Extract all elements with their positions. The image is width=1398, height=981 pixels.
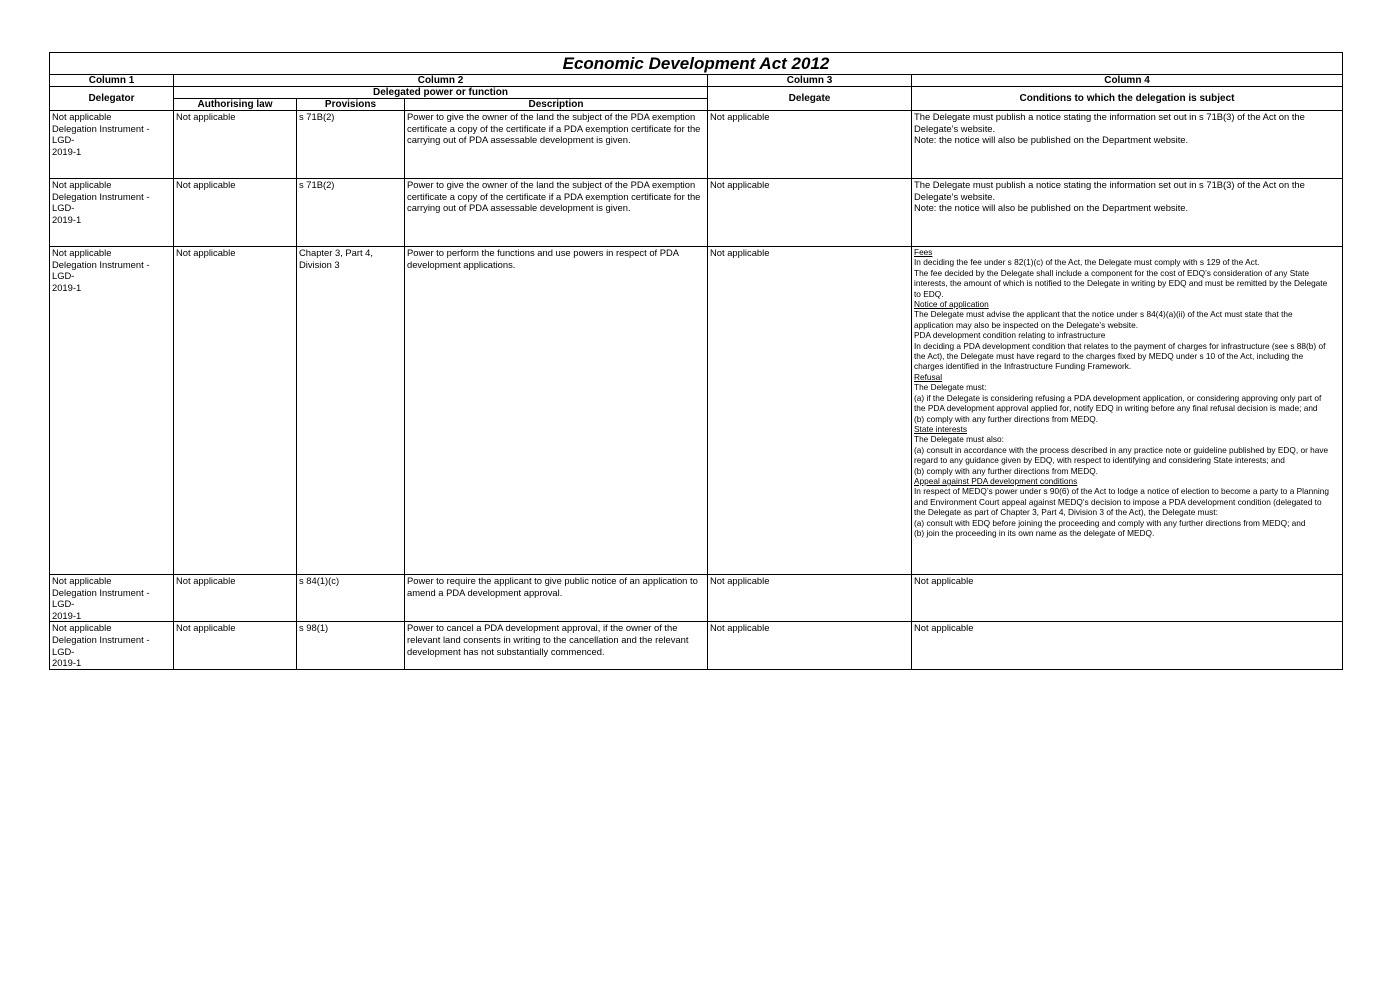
conditions-line: the PDA development approval applied for, notify EDQ in writing before any final refusal decision is made; and	[914, 403, 1318, 414]
delegator-cell	[50, 247, 174, 575]
description-line: development has not substantially commenced.	[407, 645, 605, 657]
provisions-line: s 84(1)(c)	[299, 575, 340, 586]
conditions-cell	[912, 622, 1343, 669]
table-row	[50, 179, 1343, 247]
description-cell	[405, 622, 708, 669]
delegate-cell: Not applicable	[708, 575, 912, 622]
provisions-line: s 71B(2)	[299, 179, 335, 190]
provisions-line: s 71B(2)	[299, 111, 335, 122]
delegator-cell	[50, 179, 174, 247]
conditions-line: The fee decided by the Delegate shall include a component for the cost of EDQ’s consideration of any State	[914, 267, 1310, 278]
description-line: certificate a copy of the certificate if a PDA exemption certificate for the	[407, 190, 701, 202]
conditions-line: In respect of MEDQ’s power under s 90(6) of the Act to lodge a notice of election to become a party to a Planning	[914, 486, 1329, 497]
delegator-cell	[50, 575, 174, 622]
delegated-power-header: Delegated power or function	[174, 87, 708, 99]
conditions-line: the Delegate as part of Chapter 3, Part 4, Division 3 of the Act), the Delegate must:	[914, 507, 1218, 518]
conditions-line: Note: the notice will also be published on the Department website.	[914, 202, 1189, 214]
delegator-line: Not applicable	[52, 247, 112, 258]
conditions-line: charges identified in the Infrastructure Funding Framework.	[914, 361, 1132, 372]
delegator-line: 2019-1	[52, 213, 82, 225]
conditions-line: Delegate’s website.	[914, 190, 996, 202]
provisions-cell	[297, 247, 405, 575]
authorising-law-cell: Not applicable	[174, 575, 297, 622]
provisions-line: s 98(1)	[299, 622, 329, 634]
conditions-line: (b) comply with any further directions from MEDQ.	[914, 465, 1098, 476]
column2-header: Column 2	[174, 75, 708, 87]
conditions-line: Note: the notice will also be published on the Department website.	[914, 134, 1189, 146]
column4-header: Column 4	[912, 75, 1343, 87]
conditions-line: In deciding a PDA development condition that relates to the payment of charges for infrastructure (see s 88(b) of	[914, 340, 1326, 351]
conditions-line: The Delegate must publish a notice stating the information set out in s 71B(3) of the Act on the	[914, 111, 1305, 122]
conditions-line: Delegate’s website.	[914, 122, 996, 134]
description-line: Power to cancel a PDA development approval, if the owner of the	[407, 622, 678, 634]
description-line: Power to give the owner of the land the subject of the PDA exemption	[407, 111, 696, 122]
conditions-cell	[912, 111, 1343, 179]
delegator-line: Delegation Instrument - LGD-	[52, 122, 150, 146]
provisions-header: Provisions	[297, 99, 405, 111]
delegate-cell: Not applicable	[708, 179, 912, 247]
conditions-line: application may also be inspected on the Delegate’s website.	[914, 319, 1139, 330]
column1-header: Column 1	[50, 75, 174, 87]
description-cell	[405, 247, 708, 575]
notice-of-application-heading: Notice of application	[914, 299, 989, 310]
delegator-line: Delegation Instrument - LGD-	[52, 586, 150, 610]
authorising-law-cell: Not applicable	[174, 622, 297, 669]
conditions-line: Not applicable	[914, 575, 974, 586]
table-row	[50, 575, 1343, 622]
conditions-line: In deciding the fee under s 82(1)(c) of the Act, the Delegate must comply with s 129 of the Act.	[914, 257, 1260, 268]
conditions-line: and Environment Court appeal against MEDQ’s decision to impose a PDA development condition (delegated to	[914, 496, 1322, 507]
description-line: carrying out of PDA assessable development is given.	[407, 134, 631, 146]
description-line: development applications.	[407, 258, 516, 270]
delegator-header: Delegator	[50, 87, 174, 111]
description-line: amend a PDA development approval.	[407, 586, 563, 598]
description-cell	[405, 575, 708, 622]
conditions-line: (b) join the proceeding in its own name as the delegate of MEDQ.	[914, 527, 1155, 538]
conditions-line: (a) consult with EDQ before joining the proceeding and comply with any further directions from MEDQ; and	[914, 517, 1306, 528]
description-line: Power to give the owner of the land the subject of the PDA exemption	[407, 179, 696, 190]
description-header: Description	[405, 99, 708, 111]
provisions-cell	[297, 622, 405, 669]
fees-heading: Fees	[914, 247, 933, 257]
conditions-line: (a) if the Delegate is considering refusing a PDA development application, or considering approving only part of	[914, 392, 1322, 403]
authorising-law-header: Authorising law	[174, 99, 297, 111]
conditions-line: The Delegate must also:	[914, 434, 1004, 445]
delegate-header: Delegate	[708, 87, 912, 111]
refusal-heading: Refusal	[914, 371, 943, 382]
provisions-cell	[297, 179, 405, 247]
conditions-line: to EDQ.	[914, 288, 944, 299]
delegator-line: Not applicable	[52, 575, 112, 586]
provisions-line: Chapter 3, Part 4,	[299, 247, 373, 258]
infrastructure-condition-heading: PDA development condition relating to infrastructure	[914, 330, 1106, 341]
delegator-line: 2019-1	[52, 657, 82, 669]
delegator-line: 2019-1	[52, 281, 82, 293]
description-cell	[405, 179, 708, 247]
conditions-line: The Delegate must:	[914, 382, 987, 393]
table-row	[50, 622, 1343, 669]
delegate-cell: Not applicable	[708, 247, 912, 575]
appeal-heading: Appeal against PDA development conditions	[914, 475, 1078, 486]
delegator-line: 2019-1	[52, 609, 82, 621]
conditions-line: Not applicable	[914, 622, 974, 634]
delegator-line: Delegation Instrument - LGD-	[52, 633, 150, 657]
state-interests-heading: State interests	[914, 423, 968, 434]
delegator-line: Not applicable	[52, 622, 112, 634]
provisions-cell	[297, 575, 405, 622]
conditions-line: The Delegate must advise the applicant that the notice under s 84(4)(a)(ii) of the Act must state that the	[914, 309, 1293, 320]
delegator-line: Not applicable	[52, 111, 112, 122]
delegate-cell: Not applicable	[708, 622, 912, 669]
delegation-table	[49, 52, 1343, 670]
conditions-cell	[912, 179, 1343, 247]
provisions-line: Division 3	[299, 258, 340, 270]
table-row	[50, 247, 1343, 575]
delegate-cell: Not applicable	[708, 111, 912, 179]
delegator-line: Not applicable	[52, 179, 112, 190]
delegator-cell	[50, 111, 174, 179]
conditions-header: Conditions to which the delegation is subject	[912, 87, 1343, 111]
document-title: Economic Development Act 2012	[50, 53, 1343, 75]
conditions-line: regard to any guidance given by EDQ, with respect to identifying and considering State interests; and	[914, 455, 1285, 466]
description-line: certificate a copy of the certificate if a PDA exemption certificate for the	[407, 122, 701, 134]
column3-header: Column 3	[708, 75, 912, 87]
delegator-line: 2019-1	[52, 145, 82, 157]
provisions-cell	[297, 111, 405, 179]
conditions-cell	[912, 575, 1343, 622]
delegator-line: Delegation Instrument - LGD-	[52, 258, 150, 282]
authorising-law-cell: Not applicable	[174, 247, 297, 575]
description-line: carrying out of PDA assessable development is given.	[407, 202, 631, 214]
description-line: Power to perform the functions and use powers in respect of PDA	[407, 247, 680, 258]
conditions-line: (b) comply with any further directions from MEDQ.	[914, 413, 1098, 424]
conditions-line: interests, the amount of which is notified to the Delegate in writing by EDQ and must be remitted by the Delegate	[914, 278, 1328, 289]
conditions-line: (a) consult in accordance with the process described in any practice note or guideline published by EDQ, or have	[914, 444, 1329, 455]
description-line: Power to require the applicant to give public notice of an application to	[407, 575, 698, 586]
description-cell	[405, 111, 708, 179]
description-line: relevant land consents in writing to the cancellation and the relevant	[407, 633, 689, 645]
conditions-line: the Act), the Delegate must have regard to the charges fixed by MEDQ under s 10 of the Act, including the	[914, 351, 1304, 362]
authorising-law-cell: Not applicable	[174, 179, 297, 247]
delegator-line: Delegation Instrument - LGD-	[52, 190, 150, 214]
conditions-cell	[912, 247, 1343, 575]
table-row	[50, 111, 1343, 179]
conditions-line: The Delegate must publish a notice stating the information set out in s 71B(3) of the Act on the	[914, 179, 1305, 190]
authorising-law-cell: Not applicable	[174, 111, 297, 179]
delegator-cell	[50, 622, 174, 669]
